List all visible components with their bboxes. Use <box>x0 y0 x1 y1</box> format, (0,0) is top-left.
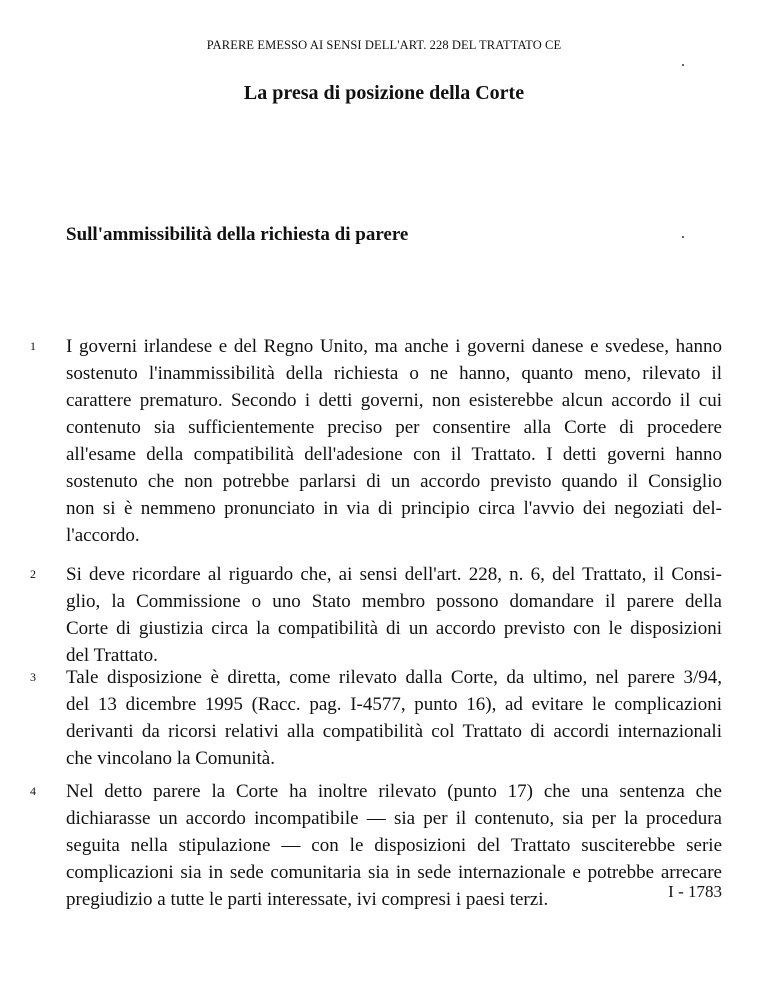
paragraph-line: che vincolano la Comunità. <box>66 748 275 769</box>
paragraph-line: I governi irlandese e del Regno Unito, ma anche i governi danese e svedese, hanno <box>66 336 722 357</box>
paragraph-line: non si è nemmeno pronunciato in via di principio circa l'avvio dei negoziati del- <box>66 498 722 519</box>
paragraph-line: complicazioni sia in sede comunitaria sia in sede internazionale e potrebbe arrecare <box>66 862 722 883</box>
paragraph-line: pregiudizio a tutte le parti interessate, ivi compresi i paesi terzi. <box>66 889 549 910</box>
paragraph-number: 3 <box>30 670 36 684</box>
paragraph-line: del Trattato. <box>66 645 158 666</box>
paragraph-line: carattere prematuro. Secondo i detti governi, non esisterebbe alcun accordo il cui <box>66 390 722 411</box>
section-title: La presa di posizione della Corte <box>243 82 525 104</box>
paragraph-line: sostenuto l'inammissibilità della richiesta o ne hanno, quanto meno, rilevato il <box>66 363 722 384</box>
paragraph-line: Tale disposizione è diretta, come rilevato dalla Corte, da ultimo, nel parere 3/94, <box>66 667 722 688</box>
paragraph-line: Si deve ricordare al riguardo che, ai sensi dell'art. 228, n. 6, del Trattato, il Consi- <box>66 564 722 585</box>
paragraph-line: contenuto sia sufficientemente preciso per consentire alla Corte di procedere <box>66 417 722 438</box>
paragraph-2 <box>66 561 722 669</box>
paragraph-line: glio, la Commissione o uno Stato membro possono domandare il parere della <box>66 591 722 612</box>
scan-speck <box>682 236 684 238</box>
paragraph-3 <box>66 664 722 772</box>
paragraph-line: l'accordo. <box>66 525 140 546</box>
paragraph-line: derivanti da ricorsi relativi alla compatibilità col Trattato di accordi internazionali <box>66 721 722 742</box>
paragraph-line: all'esame della compatibilità dell'adesione con il Trattato. I detti governi hanno <box>66 444 722 465</box>
running-header: PARERE EMESSO AI SENSI DELL'ART. 228 DEL TRATTATO CE <box>206 38 562 52</box>
paragraph-4 <box>66 778 722 913</box>
paragraph-line: Nel detto parere la Corte ha inoltre rilevato (punto 17) che una sentenza che <box>66 781 722 802</box>
paragraph-number: 1 <box>30 339 36 353</box>
paragraph-number: 2 <box>30 567 36 581</box>
scan-speck <box>682 64 684 66</box>
paragraph-line: sostenuto che non potrebbe parlarsi di un accordo previsto quando il Consiglio <box>66 471 722 492</box>
paragraph-1 <box>66 333 722 549</box>
page-number: I - 1783 <box>668 882 722 901</box>
subsection-heading: Sull'ammissibilità della richiesta di parere <box>66 224 409 245</box>
paragraph-line: Corte di giustizia circa la compatibilità di un accordo previsto con le disposizioni <box>66 618 722 639</box>
paragraph-line: dichiarasse un accordo incompatibile — sia per il contenuto, sia per la procedura <box>66 808 722 829</box>
paragraph-number: 4 <box>30 784 36 798</box>
paragraph-line: del 13 dicembre 1995 (Racc. pag. I-4577, punto 16), ad evitare le complicazioni <box>66 694 722 715</box>
paragraph-line: seguita nella stipulazione — con le disposizioni del Trattato susciterebbe serie <box>66 835 722 856</box>
